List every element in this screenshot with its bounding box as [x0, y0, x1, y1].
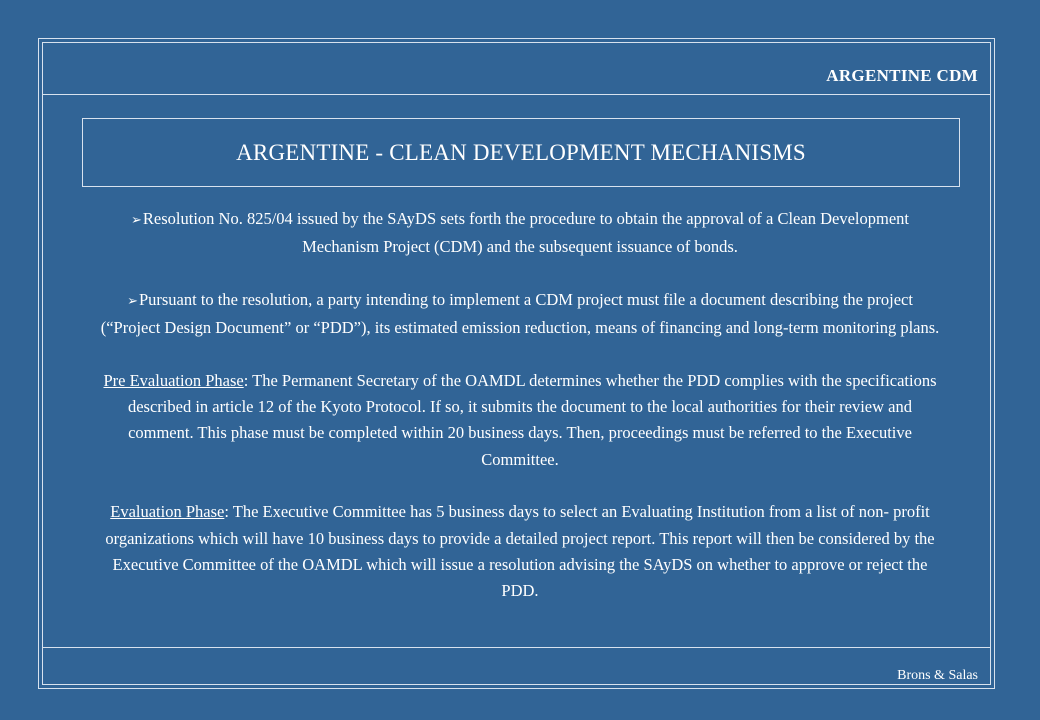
phase-heading: Evaluation Phase	[110, 502, 225, 522]
header-title: ARGENTINE CDM	[826, 66, 978, 85]
paragraph-text: Resolution No. 825/04 issued by the SAyDS sets forth the procedure to obtain the approval of a Clean Development Mechanism Project (CDM) and the subsequent issuance of bonds.	[142, 209, 909, 257]
header-divider	[42, 94, 991, 95]
paragraph-resolution	[100, 206, 940, 261]
paragraph-text: : The Executive Committee has 5 business days to select an Evaluating Institution from a list of non- profit organizations which will have 10 business days to provide a detailed project report. This report will then be considered by the Executive Committee of the OAMDL which will issue a resolution advising the SAyDS on whether to approve or reject the PDD.	[105, 502, 935, 601]
phase-heading: Pre Evaluation Phase	[103, 370, 244, 390]
footer-brand: Brons & Salas	[897, 668, 978, 683]
title-box	[82, 118, 960, 187]
content-body	[100, 206, 940, 605]
arrow-right-icon: ➢	[127, 293, 138, 309]
paragraph-pursuant	[100, 287, 940, 342]
paragraph-text: Pursuant to the resolution, a party intending to implement a CDM project must file a document describing the project (“Project Design Document” or “PDD”), its estimated emission reduction, means of financing and long-term monitoring plans.	[100, 289, 940, 338]
paragraph-evaluation	[100, 499, 940, 605]
page-title: ARGENTINE - CLEAN DEVELOPMENT MECHANISMS	[236, 139, 806, 165]
paragraph-pre-evaluation	[100, 368, 940, 474]
arrow-right-icon: ➢	[131, 213, 142, 228]
paragraph-text: : The Permanent Secretary of the OAMDL determines whether the PDD complies with the specifications described in article 12 of the Kyoto Protocol. If so, it submits the document to the local authorities for their review and comment. This phase must be completed within 20 business days. Then, proceedings must be referred to the Executive Committee.	[127, 370, 937, 469]
footer-divider	[42, 647, 991, 648]
